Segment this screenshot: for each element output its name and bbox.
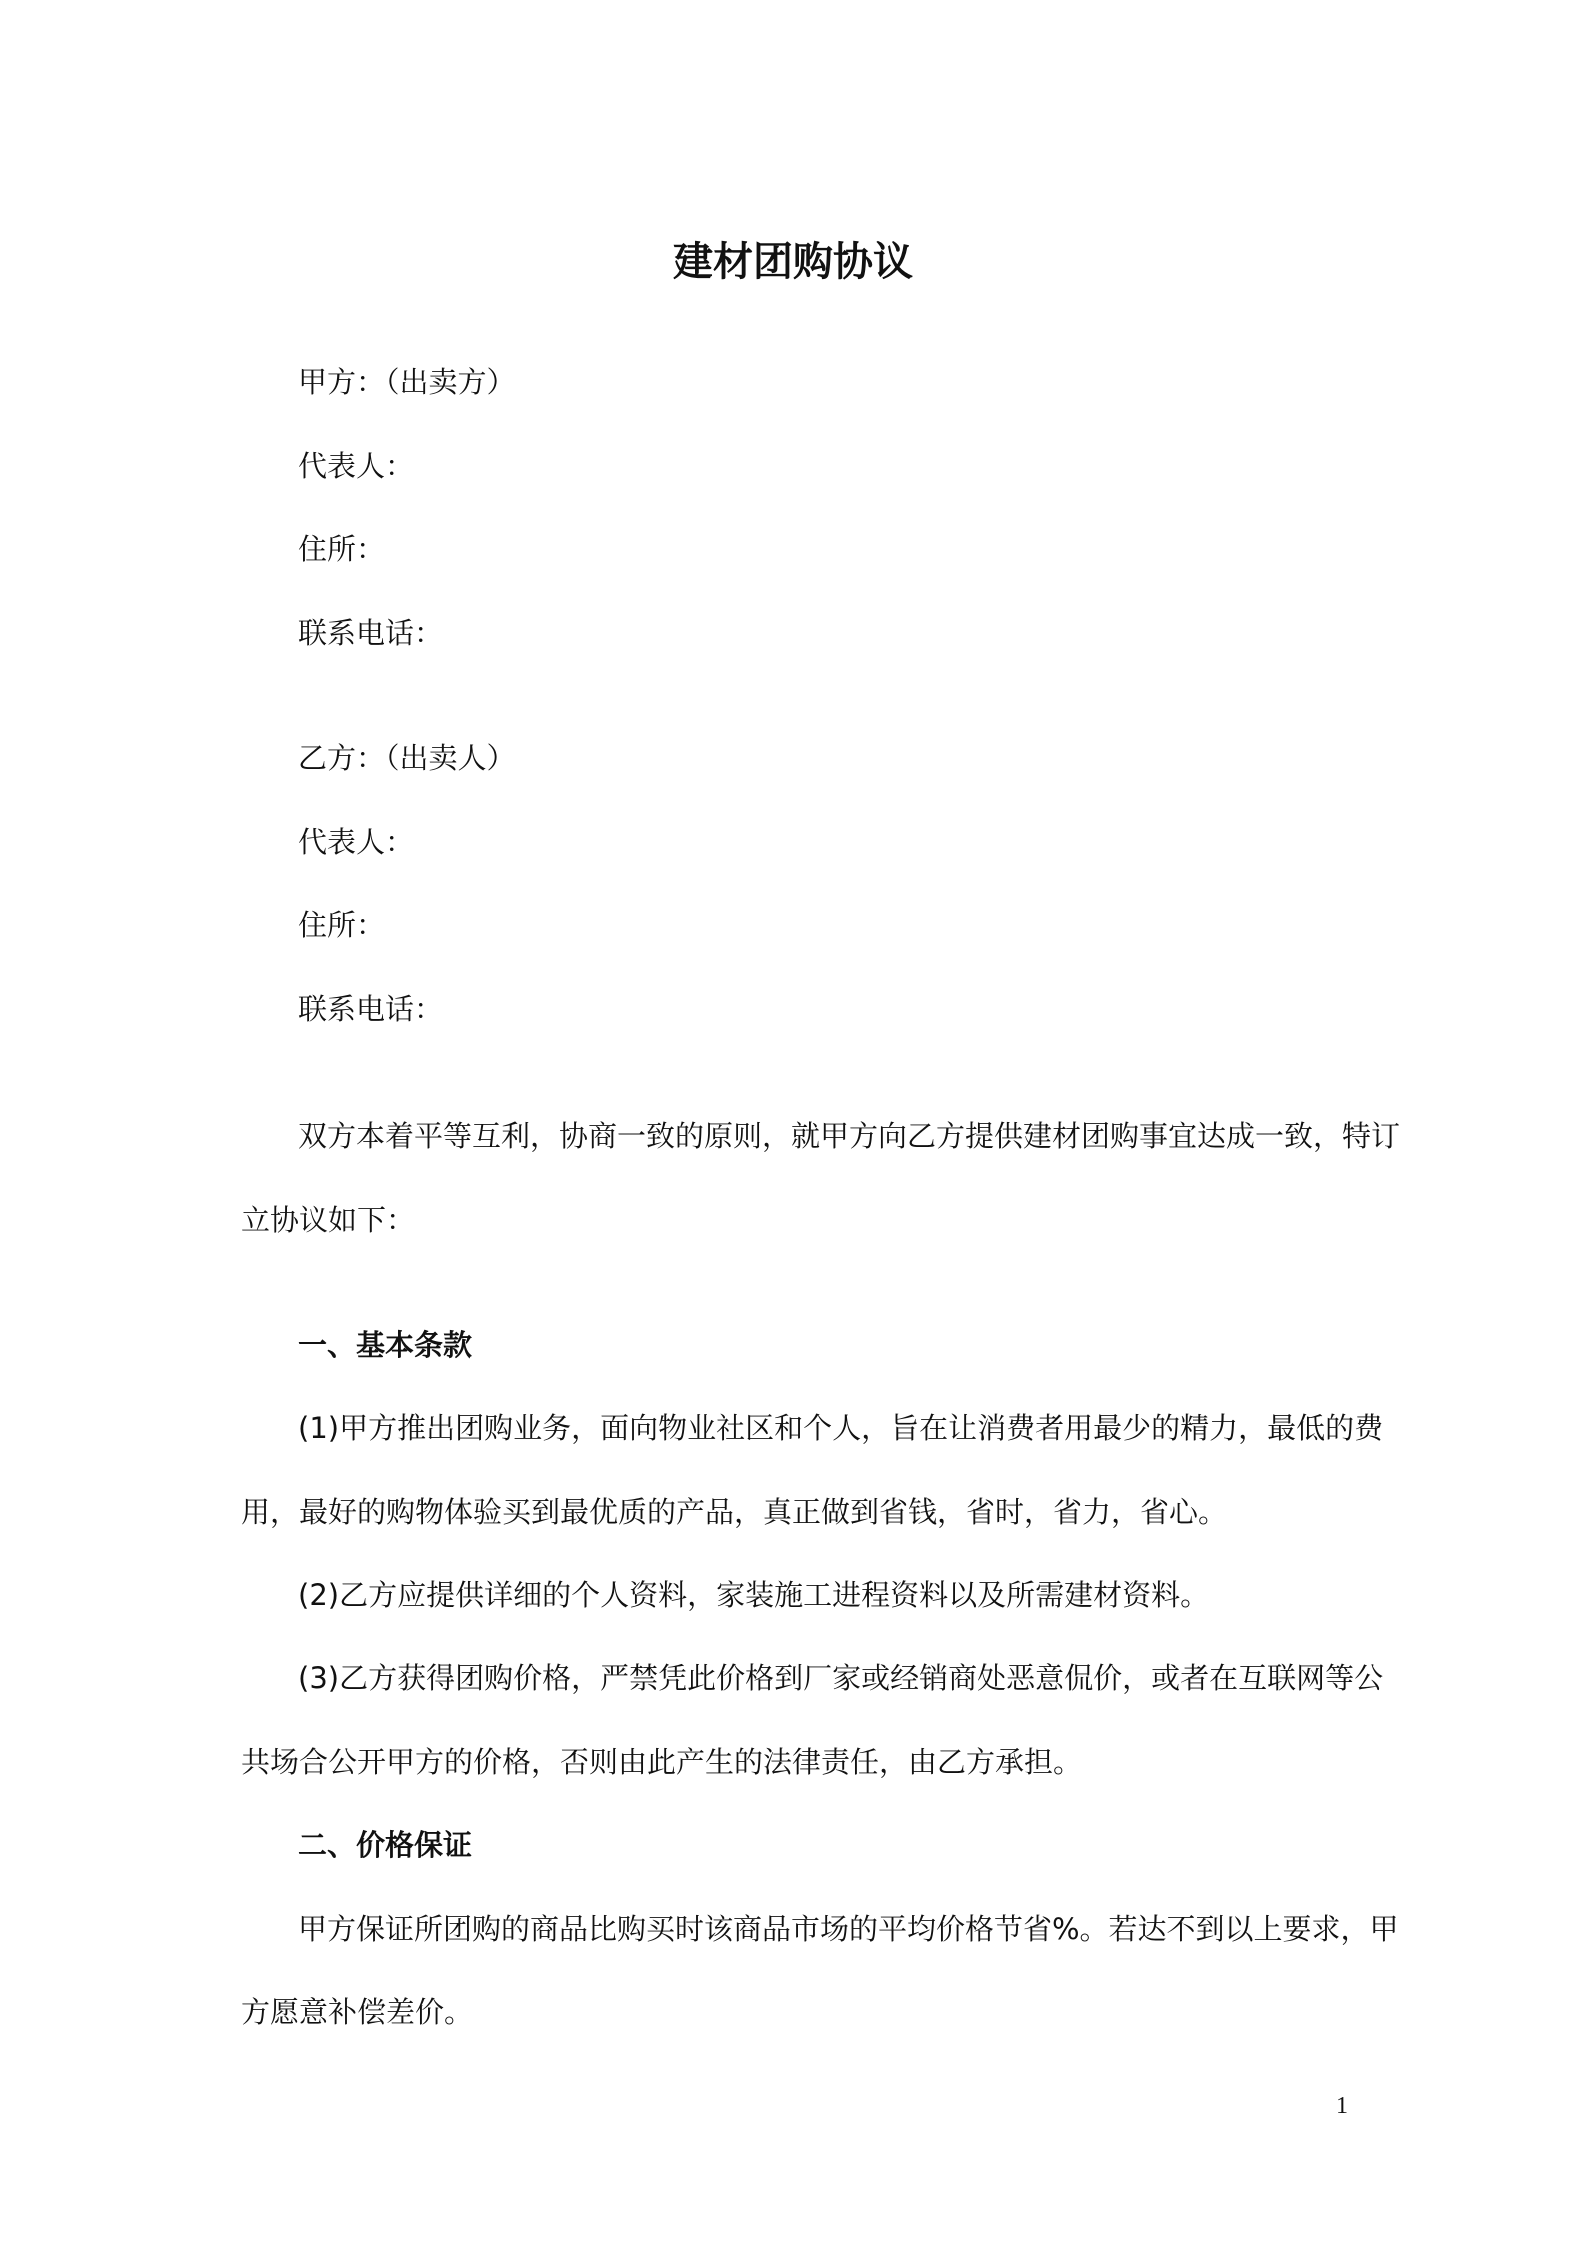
clause-1-line-2: 用，最好的购物体验买到最优质的产品，真正做到省钱，省时，省力，省心。 xyxy=(241,1495,1228,1529)
price-guarantee-line-2: 方愿意补偿差价。 xyxy=(241,1995,474,2029)
party-b-address: 住所： xyxy=(298,908,386,942)
party-b-phone: 联系电话： xyxy=(298,992,444,1026)
party-b-label: 乙方：（出卖人） xyxy=(298,741,516,775)
party-a-representative: 代表人： xyxy=(298,449,415,483)
price-guarantee-line-1: 甲方保证所团购的商品比购买时该商品市场的平均价格节省%。若达不到以上要求，甲 xyxy=(298,1912,1399,1946)
party-a-address: 住所： xyxy=(298,532,386,566)
party-b-representative: 代表人： xyxy=(298,825,415,859)
section-1-heading: 一、基本条款 xyxy=(298,1328,473,1362)
clause-3-line-1: (3)乙方获得团购价格，严禁凭此价格到厂家或经销商处恶意侃价，或者在互联网等公 xyxy=(298,1661,1384,1695)
clause-3-line-2: 共场合公开甲方的价格，否则由此产生的法律责任，由乙方承担。 xyxy=(241,1745,1083,1779)
intro-line-2: 立协议如下： xyxy=(241,1203,416,1237)
section-2-heading: 二、价格保证 xyxy=(298,1828,473,1862)
clause-2: (2)乙方应提供详细的个人资料，家装施工进程资料以及所需建材资料。 xyxy=(298,1578,1210,1612)
clause-1-line-1: (1)甲方推出团购业务，面向物业社区和个人，旨在让消费者用最少的精力，最低的费 xyxy=(298,1411,1384,1445)
page-number: 1 xyxy=(1336,2093,1348,2119)
intro-line-1: 双方本着平等互利，协商一致的原则，就甲方向乙方提供建材团购事宜达成一致，特订 xyxy=(298,1119,1401,1153)
party-a-phone: 联系电话： xyxy=(298,616,444,650)
party-a-label: 甲方：（出卖方） xyxy=(298,365,516,399)
document-title: 建材团购协议 xyxy=(673,239,913,285)
